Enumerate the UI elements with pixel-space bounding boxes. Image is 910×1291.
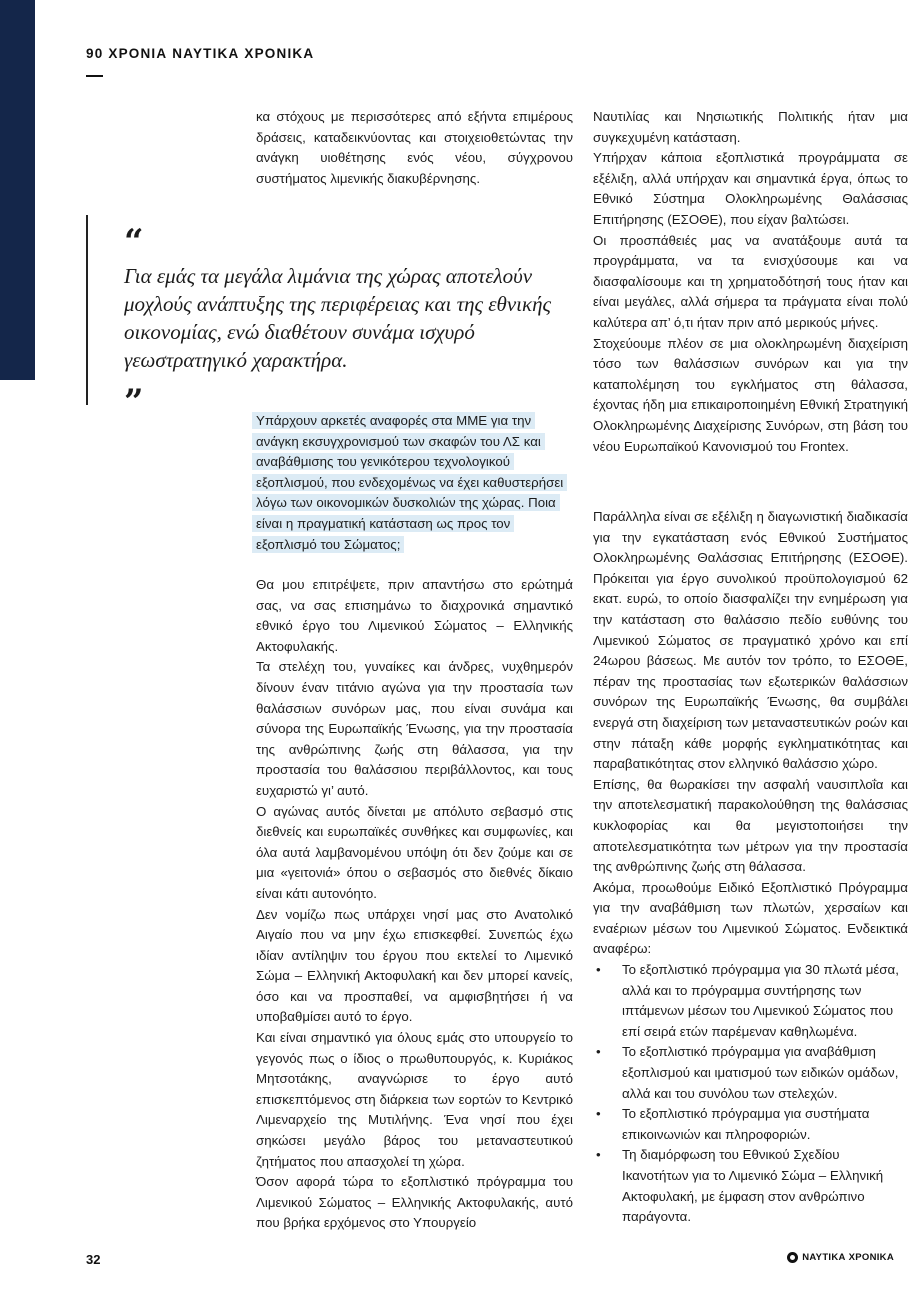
equipment-list: [593, 960, 908, 1228]
answer-column: [256, 575, 573, 1234]
right-paragraph: Ναυτιλίας και Νησιωτικής Πολιτικής ήταν μια συγκεχυμένη κατάσταση.: [593, 109, 908, 145]
intro-column: [256, 107, 573, 189]
answer-paragraph: Δεν νομίζω πως υπάρχει νησί μας στο Ανατολικό Αιγαίο που να μην έχω επισκεφθεί. Συνεπώς έχω ιδίαν αντίληψιν του έργου που εκτελεί το Λιμενικό Σώμα – Ελληνική Ακτοφυλακή και δεν μπορεί κανείς, όσο και να προσπαθεί, να αμφισβητήσει ή να υποβαθμίσει αυτό το έργο.: [256, 906, 573, 1025]
right-paragraph: Παράλληλα είναι σε εξέλιξη η διαγωνιστική διαδικασία για την εγκατάσταση ενός Εθνικού Συστήματος Ολοκληρωμένης Θαλάσσιας Επιτήρησης (ΕΣΟΘΕ). Πρόκειται για έργο συνολικού προϋπολογισμού 62 εκατ. ευρώ, το οποίο διασφαλίζει την ενημέρωση για την κατάσταση στο θαλάσσιο πεδίο ευθύνης του Λιμενικού Σώματος σε πραγματικό χρόνο και επί 24ωρου βάσεως. Με αυτόν τον τρόπο, το ΕΣΟΘΕ, πέραν της προστασίας των εξωτερικών θαλάσσιων συνόρων της Ευρωπαϊκής Ένωσης, θα συμβάλει ενεργά στη διαχείριση των μεταναστευτικών ροών και στην πάταξη κάθε μορφής εγκληματικότητας και παραβατικότητας στον ελληνικό θαλάσσιο χώρο.: [593, 509, 908, 772]
right-paragraph: Υπήρχαν κάποια εξοπλιστικά προγράμματα σε εξέλιξη, αλλά υπήρχαν και σημαντικά έργα, όπως το Εθνικό Σύστημα Ολοκληρωμένης Θαλάσσιας Επιτήρησης (ΕΣΟΘΕ), που είχαν βαλτώσει.: [593, 150, 908, 227]
right-paragraph: Επίσης, θα θωρακίσει την ασφαλή ναυσιπλοΐα και την αποτελεσματική παρακολούθηση της θαλάσσιας κυκλοφορίας και θα μεγιστοποιήσει την αποτελεσματικότητα των μέτρων για την προστασία της ανθρώπινης ζωής στη θάλασσα.: [593, 776, 908, 875]
list-item: • Το εξοπλιστικό πρόγραμμα για αναβάθμιση εξοπλισμού και ιματισμού των ειδικών ομάδων, αλλά και του συνόλου των στελεχών.: [593, 1042, 908, 1104]
header-rule: [86, 75, 103, 77]
footer-brand-text: ΝΑΥΤΙΚΑ ΧΡΟΝΙΚΑ: [802, 1252, 894, 1263]
ship-wheel-icon: [787, 1252, 798, 1263]
side-accent-bar: [0, 0, 35, 380]
running-header: 90 ΧΡΟΝΙΑ ΝΑΥΤΙΚΑ ΧΡΟΝΙΚΑ: [86, 46, 315, 61]
intro-paragraph: κα στόχους με περισσότερες από εξήντα επιμέρους δράσεις, καταδεικνύοντας και στοιχειοθετώντας την ανάγκη υιοθέτησης ενός νέου, σύγχρονου συστήματος λιμενικής διακυβέρνησης.: [256, 109, 573, 186]
quote-close-mark: ”: [124, 382, 144, 422]
footer-brand: [787, 1252, 894, 1263]
right-paragraph: Ακόμα, προωθούμε Ειδικό Εξοπλιστικό Πρόγραμμα για την αναβάθμιση των πλωτών, χερσαίων και εναέριων μέσων του Λιμενικού Σώματος. Ενδεικτικά αναφέρω:: [593, 879, 908, 957]
right-column-top: [593, 107, 908, 457]
answer-paragraph: Τα στελέχη του, γυναίκες και άνδρες, νυχθημερόν δίνουν έναν τιτάνιο αγώνα για την προστασία των θαλάσσιων συνόρων μας, που είναι συνάμα και σύνορα της Ευρωπαϊκής Ένωσης, για την προστασία της ανθρώπινης ζωής στη θάλασσα, για την προστασία του θαλάσσιου περιβάλλοντος, και τους ευχαριστώ γι’ αυτό.: [256, 659, 573, 798]
answer-paragraph: Ο αγώνας αυτός δίνεται με απόλυτο σεβασμό στις διεθνείς και ευρωπαϊκές συνθήκες και συμφωνίες, και όλα αυτά λαμβανομένου υπόψη ότι δεν ζούμε και σε μια «γειτονιά» όπου ο σεβασμός στο διεθνές δίκαιο είναι κάτι αυτονόητο.: [256, 803, 573, 901]
right-column-bottom: [593, 507, 908, 1228]
answer-paragraph: Θα μου επιτρέψετε, πριν απαντήσω στο ερώτημά σας, να σας επισημάνω το διαχρονικά σημαντικό εθνικό έργο του Λιμενικού Σώματος – Ελληνικής Ακτοφυλακής.: [256, 577, 573, 654]
list-item: • Το εξοπλιστικό πρόγραμμα για συστήματα επικοινωνιών και πληροφοριών.: [593, 1104, 908, 1145]
pull-quote: Για εμάς τα μεγάλα λιμάνια της χώρας αποτελούν μοχλούς ανάπτυξης της περιφέρειας και της εθνικής οικονομίας, ενώ διαθέτουν συνάμα ισχυρό γεωστρατηγικό χαρακτήρα.: [124, 264, 552, 372]
list-item: • Το εξοπλιστικό πρόγραμμα για 30 πλωτά μέσα, αλλά και το πρόγραμμα συντήρησης των ιπτάμενων μέσων του Λιμενικού Σώματος που επί σειρά ετών παρέμεναν καθηλωμένα.: [593, 960, 908, 1042]
interview-question: [252, 411, 573, 555]
right-paragraph: Οι προσπάθειές μας να ανατάξουμε αυτά τα προγράμματα, να τα ενισχύσουμε και να διασφαλίσουμε και τη χρηματοδότησή τους ήταν και είναι μεγάλες, αλλά σήμερα τα πράγματα είναι πολύ καλύτερα απ’ ό,τι ήταν πριν από μερικούς μήνες.: [593, 232, 908, 330]
answer-paragraph: Και είναι σημαντικό για όλους εμάς στο υπουργείο το γεγονός πως ο ίδιος ο πρωθυπουργός, κ. Κυριάκος Μητσοτάκης, αναγνώρισε το έργο αυτό επισκεπτόμενος στη διάρκεια των εορτών το Κεντρικό Λιμεναρχείο της Μυτιλήνης. Ένα νησί που έχει σηκώσει μεγάλο βάρος του μεταναστευτικού ζητήματος που απασχολεί τη χώρα.: [256, 1030, 573, 1169]
page-number: 32: [86, 1252, 101, 1267]
list-item: • Τη διαμόρφωση του Εθνικού Σχεδίου Ικανοτήτων για το Λιμενικό Σώμα – Ελληνική Ακτοφυλακή, με έμφαση στον ανθρώπινο παράγοντα.: [593, 1145, 908, 1227]
pull-quote-rule: [86, 215, 88, 405]
question-text: Υπάρχουν αρκετές αναφορές στα ΜΜΕ για την ανάγκη εκσυγχρονισμού των σκαφών του ΛΣ και αναβάθμισης του γενικότερου τεχνολογικού εξοπλισμού, που ενδεχομένως να έχει καθυστερήσει λόγω των οικονομικών δυσκολιών της χώρας. Ποια είναι η πραγματική κατάσταση ως προς τον εξοπλισμό του Σώματος;: [252, 412, 567, 553]
quote-open-mark: “: [124, 222, 144, 262]
right-paragraph: Στοχεύουμε πλέον σε μια ολοκληρωμένη διαχείριση τόσο των θαλάσσιων συνόρων και για την καταπολέμηση του εγκλήματος στη θάλασσα, έχοντας ήδη μια επικαιροποιημένη Εθνική Στρατηγική Ολοκληρωμένης Διαχείρισης Συνόρων, στη βάση του νέου Ευρωπαϊκού Κανονισμού του Frontex.: [593, 335, 908, 454]
answer-paragraph: Όσον αφορά τώρα το εξοπλιστικό πρόγραμμα του Λιμενικού Σώματος – Ελληνικής Ακτοφυλακής, αυτό που βρήκα ερχόμενος στο Υπουργείο: [256, 1174, 573, 1231]
